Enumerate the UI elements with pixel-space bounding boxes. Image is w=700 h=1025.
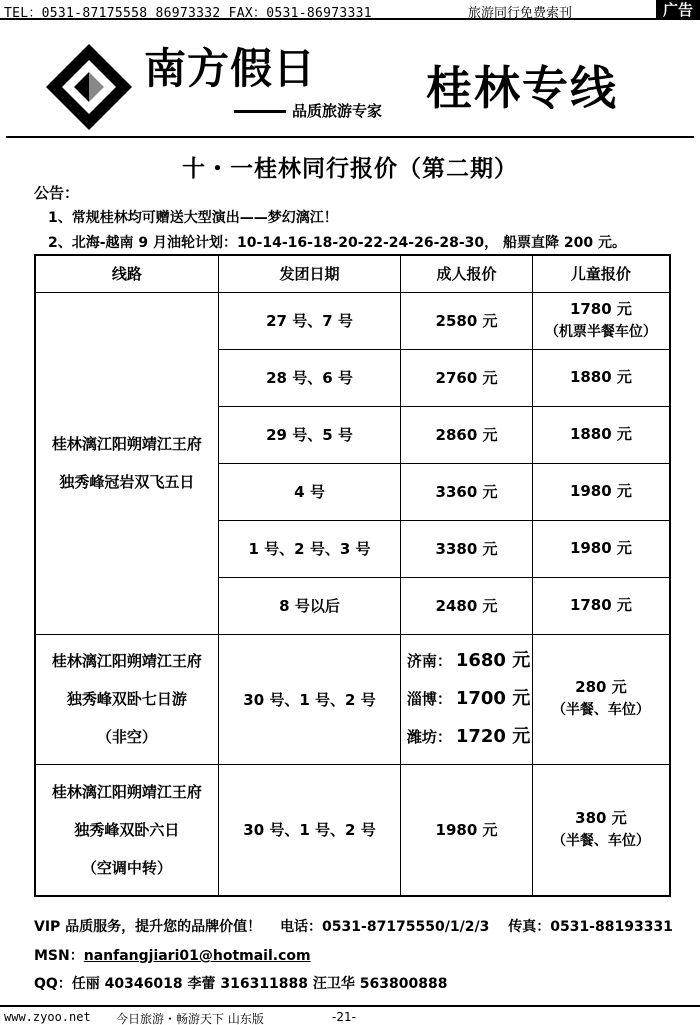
city-label: 济南：	[406, 652, 452, 670]
brand-tagline: 品质旅游专家	[292, 102, 383, 120]
route-cell	[35, 764, 218, 896]
city-price	[405, 718, 532, 756]
date-cell: 8 号以后	[218, 577, 400, 634]
footer-msn-line	[34, 945, 311, 965]
top-bar	[0, 0, 700, 20]
child-price-cell	[532, 634, 670, 764]
route-line: 独秀峰双卧七日游	[66, 690, 187, 708]
notice-item: 1、常规桂林均可赠送大型演出——梦幻漓江！	[48, 210, 338, 226]
site-url[interactable]: www.zyoo.net	[4, 1010, 91, 1024]
msn-label: MSN：	[34, 948, 84, 964]
header-route: 线路	[35, 255, 218, 292]
logo-icon	[44, 42, 134, 132]
date-cell: 30 号、1 号、2 号	[218, 764, 400, 896]
adult-price-cell: 3380 元	[401, 520, 533, 577]
child-price-cell: 1780 元	[532, 577, 670, 634]
adult-price-cell: 3360 元	[401, 463, 533, 520]
footer-service-line	[34, 916, 673, 936]
notice-item: 2、北海-越南 9 月油轮计划：10-14-16-18-20-22-24-26-28-30， 船票直降 200 元。	[48, 235, 627, 251]
line-name: 桂林专线	[426, 61, 618, 115]
header-child-price: 儿童报价	[532, 255, 670, 292]
page-number: -21-	[332, 1010, 356, 1024]
ad-badge: 广告	[656, 0, 700, 20]
route-line: （空调中转）	[81, 858, 172, 877]
top-slogan: 旅游同行免费索刊	[468, 6, 573, 21]
child-price: 280 元	[575, 678, 627, 696]
table-row	[35, 764, 670, 896]
date-cell: 4 号	[218, 463, 400, 520]
child-price: 1780 元	[569, 299, 632, 318]
vip-slogan: VIP 品质服务，提升您的品牌价值！	[34, 919, 262, 935]
city-price	[405, 642, 532, 680]
child-price-note: （机票半餐车位）	[544, 323, 657, 340]
child-price: 380 元	[575, 808, 627, 827]
header	[6, 30, 694, 138]
phone-number: 电话：0531-87175550/1/2/3	[280, 919, 490, 935]
city-price-value: 1700 元	[455, 688, 531, 709]
table-row	[35, 634, 670, 764]
city-price	[405, 680, 532, 718]
route-cell	[35, 634, 218, 764]
bottom-slogan: 今日旅游・畅游天下 山东版	[116, 1012, 264, 1025]
footer-qq-line: QQ：任丽 40346018 李蕾 316311888 汪卫华 563800888	[34, 976, 448, 992]
city-price-value: 1720 元	[455, 726, 531, 747]
adult-price-cell: 2760 元	[401, 349, 533, 406]
adult-price-cell: 2580 元	[401, 292, 533, 349]
table-row	[35, 292, 670, 349]
brand-name: 南方假日	[144, 44, 317, 93]
child-price-cell: 1880 元	[532, 406, 670, 463]
header-date: 发团日期	[218, 255, 400, 292]
route-line: 桂林漓江阳朔靖江王府	[51, 782, 202, 801]
date-cell: 30 号、1 号、2 号	[218, 634, 400, 764]
date-cell: 27 号、7 号	[218, 292, 400, 349]
route-line: 独秀峰双卧六日	[74, 820, 180, 839]
page-title: 十・一桂林同行报价（第二期）	[182, 156, 518, 182]
date-cell: 1 号、2 号、3 号	[218, 520, 400, 577]
adult-price-cell	[401, 634, 533, 764]
route-cell	[35, 292, 218, 634]
fax-number: 传真：0531-88193331	[508, 919, 673, 935]
date-cell: 29 号、5 号	[218, 406, 400, 463]
table-header-row	[35, 255, 670, 292]
child-price-cell	[532, 292, 670, 349]
notice-label: 公告：	[34, 184, 80, 202]
child-price-cell	[532, 764, 670, 896]
route-line: 桂林漓江阳朔靖江王府	[51, 652, 202, 670]
price-table	[34, 254, 671, 897]
city-label: 淄博：	[406, 690, 452, 708]
adult-price-cell: 1980 元	[401, 764, 533, 896]
date-cell: 28 号、6 号	[218, 349, 400, 406]
child-price-cell: 1980 元	[532, 463, 670, 520]
child-price-note: （半餐、车位）	[551, 832, 650, 849]
child-price-cell: 1980 元	[532, 520, 670, 577]
route-line: 桂林漓江阳朔靖江王府	[51, 435, 202, 453]
bottom-bar	[0, 1005, 700, 1025]
route-line: （非空）	[96, 728, 157, 746]
child-price-note: （半餐、车位）	[551, 702, 650, 718]
tagline-dash	[234, 110, 286, 113]
city-label: 潍坊：	[406, 728, 452, 746]
msn-email-link[interactable]: nanfangjiari01@hotmail.com	[83, 948, 311, 964]
route-line: 独秀峰冠岩双飞五日	[59, 473, 195, 491]
city-price-value: 1680 元	[455, 650, 531, 671]
adult-price-cell: 2480 元	[401, 577, 533, 634]
child-price-cell: 1880 元	[532, 349, 670, 406]
header-adult-price: 成人报价	[401, 255, 533, 292]
contact-line: TEL：0531-87175558 86973332 FAX：0531-86973331	[4, 6, 372, 21]
adult-price-cell: 2860 元	[401, 406, 533, 463]
